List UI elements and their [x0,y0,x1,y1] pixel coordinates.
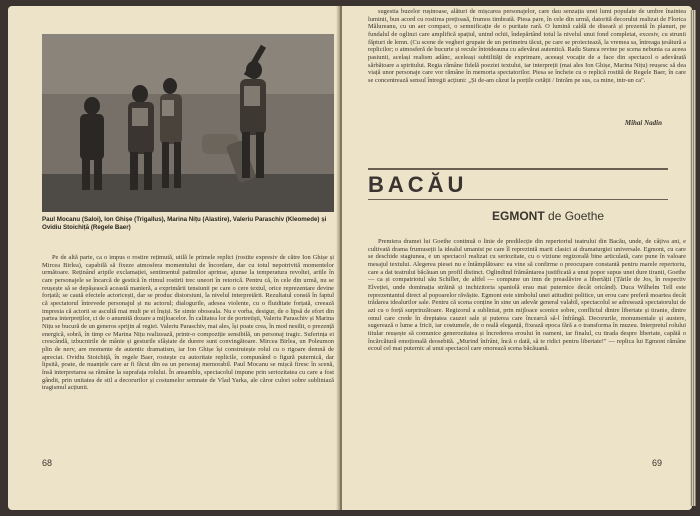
page-edges [690,10,696,506]
section-rule-bottom [368,199,668,200]
previous-article-ending: sugestia buzelor rușinoase, alături de mișcarea personajelor, care dau senzația unei lumi populate de umbre înaintea luminii, bun acord cu rostirea prețioasă, frumos timbrată. Piesa pare, în cele din urmă, datorită decorului realizat de Florica Mălureanu, cu un aer compact, o semnificație de o puritate rară. O lumină caldă de diseară și prezentă în planuri, pe fundalul de oglinzi care amplifică spațiul, unind ochii, îndepărtând totul la nivelul unui fond completat, excesiv, cu strunii făpturi de lemn. (Cu scene de vegheri grupate de un perimetru tăcut, pe care se proiectează, la vremea sa, întreaga țesătură a replicilor; o atmosferă de bucurie și recule întotdeauna cu adevărat autentică. Radu Stanca revine pe scena nebunia ca aceea pasiunii, același realism adânc, aceleași subtilități de exprimare, aceeași vocație de a face din spectacol o adevărată sărbătoare a spiritului. Regia rămâne fidelă poeziei textului, iar interpreții (mai ales Ion Ghișe, Marina Nițu) reușesc să dea viață unor personaje care vor rămâne în memoria spectatorilor. Piesa se încheie cu o replică rostită de Regele Baer, în care se concentrează sensul întregii acțiuni: „Și de-am căzut la porțile cetății / Intrăm pe sus, ca mine, intr-un ca". [368,8,686,84]
page-number-right: 69 [651,458,662,468]
right-page [342,6,692,510]
page-number-left: 68 [42,458,53,468]
play-title-sub: de Goethe [548,209,605,223]
stage-photo [42,34,334,212]
egmont-review-text: Premiera dramei lui Goethe continuă o linie de predilecție din repertoriul teatrului din Bacău, unde, de câțiva ani, e cultivată drama frumuseții la idealul umanist pe care îl reprezintă marii clasici ai dramaturgiei universale. Egmont, cu care se deschide stagiunea, e un spectacol realizat cu seriozitate, cu o viziune regizorală bine articulată, care pune în valoare mesajul textului. Alegerea piesei nu e întâmplătoare: ea vine să confirme o preocupare constantă pentru marele repertoriu, care a dat teatrului băcăuan un profil distinct. Oglindind frământarea justificată a unui popor supus unei dure tiranii, Goethe — ca și compatriotul său Schiller, de altfel — compune un imn de preaslăvire a libertății (Țările de Jos, în respectiv Elveției, unde dominația străină și inchizitoria spaniolă erau mai puternice decât oricând). Duca Wilhelm Tell este reprezentantul direct al popoarelor răvășite. Egmont este simbolul unei atitudini politice, un erou care preferă moartea decât trădarea idealurilor sale. Pentru că scena conține în sine un adevăr general valabil, spectacolul se adresează spectatorului de azi cu o forță surprinzătoare. Regizorul a subliniat, prin mijloace scenice sobre, conflictul dintre libertate și tiranie, dintre omul care crede în dreptatea cauzei sale și puterea care încearcă să-l înfrângă. Decorurile, monumentale și austere, sugerează o lume a fricii, iar costumele, de o reală eleganță, fixează epoca fără a o transforma în muzeu. Interpretul rolului titular reușește să comunice generozitatea și încrederea eroului în oameni, iar finalul, cu tirada despre libertate, capătă o încărcătură emoțională deosebită. „Murind înfrânt, încă o dată, să te ridici pentru libertate!" — replica lui Egmont rămâne ecoul cel mai puternic al unui spectacol care onorează scena băcăuană. [368,238,686,353]
left-page [8,6,340,510]
play-title-main: EGMONT [492,209,545,223]
left-article-text: Pe de altă parte, ca o impus o rostire rețimută, utilă le primele replici (rostite expresiv de către Ion Ghișe și Mircea Birlea), capabilă să fixeze atmosfera momentului de încordare, dar cu totul nepotrivită momentelor următoare. Reținând aripile exclamației, sentimentul patimilor aprinse, ajunse la temperatura revoltei, ariile în care personajele se încarcă de gestică în ritmul rostirii trec uneori în retorică. Pentru că, în cele din urmă, nu se reușește să se depășească această manieră, a exprimării tensiunii pe care o cere textul, orice reprezentare devine forțată; se caută efectele actoricești, dar se produc distorsiuni, la nivelul interpretării. Rezultatul constă în faptul că spectatorul întrevede personajul și nu actorul; dialogurile, adesea violente, cu o fluiditate forțată, creează impresia că actorii se ascultă mai mult pe ei înșiși. Se simte oboseala. Nu e vorba, desigur, de o lipsă de efort din partea interpreților, ci de o anumită dozare a mijloacelor. În calitatea lor de portretiști, Valeriu Paraschiv și Marina Nițu se bucură de un generos sprijin al regiei. Valeriu Paraschiv, mai ales, își poate crea, în mod nesilit, o prezență energică, sobră, în timp ce Marina Nițu realizează, printr-o compoziție sensibilă, un personaj tragic. Suferința ei crescândă, izbucnirile de mânie și gesturile sfâșiate de durere sunt convingătoare. Mircea Birlea, un Poleumon plin de nerv, are momente de autentic dramatism, iar Ion Ghișe își construiește rolul cu o rigoare demnă de apreciat. Ovidiu Stoichiță, în regele Baer, rostește cu autoritate replicile, compunând o figură puternică, dar lipsită, poate, de nuanțele care ar fi făcut din ea un personaj memorabil. Paul Mocanu se mișcă firesc în scenă, însă interpretarea sa rămâne la suprafața rolului. În ansamblu, spectacolul impune prin seriozitatea cu care a fost gândit, prin unitatea de stil a decorurilor și costumelor semnate de Vlad Yarka, ale căror culori sobre subliniază tragismul acțiunii. [42,254,334,392]
author-signature: Mihai Nadin [624,119,662,127]
photo-caption: Paul Mocanu (Saloi), Ion Ghișe (Trigallus), Marina Nițu (Alastire), Valeriu Paraschiv (Kleomede) și Ovidiu Stoichiță (Regele Baer) [42,216,327,231]
section-rule-top [368,168,668,170]
play-title [492,209,604,223]
section-heading-city: BACĂU [368,172,468,197]
stage-photo-illustration [42,34,334,212]
